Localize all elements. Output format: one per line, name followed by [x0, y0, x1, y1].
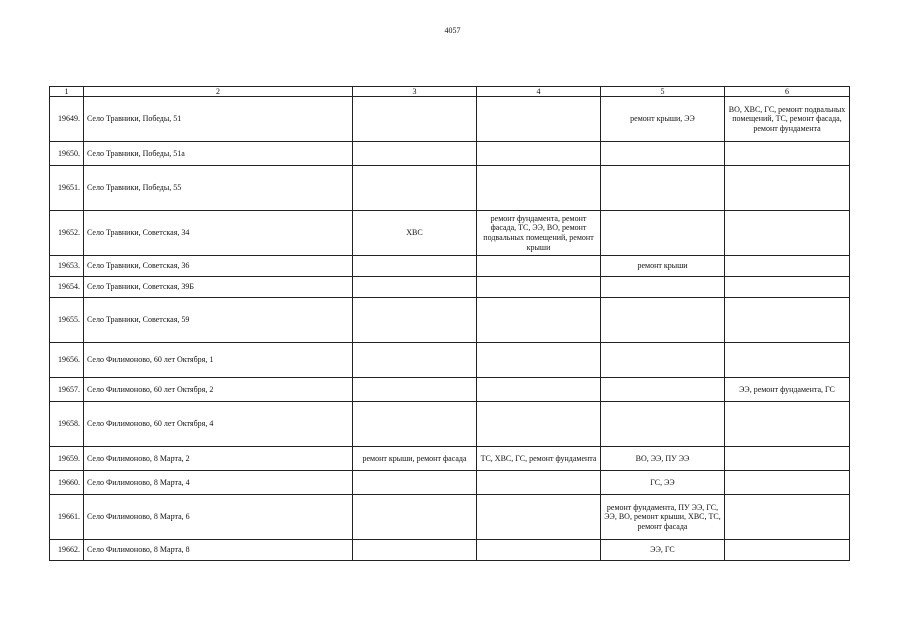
- column-5-cell: ремонт крыши, ЭЭ: [601, 97, 725, 142]
- column-5-cell: ЭЭ, ГС: [601, 540, 725, 561]
- header-cell-5: 5: [601, 87, 725, 97]
- column-6-cell: [725, 277, 850, 298]
- table-row: [50, 166, 850, 211]
- column-3-cell: ремонт крыши, ремонт фасада: [353, 447, 477, 471]
- address-cell: Село Филимоново, 8 Марта, 4: [84, 471, 353, 495]
- column-3-cell: [353, 378, 477, 402]
- table-row: [50, 447, 850, 471]
- column-4-cell: [477, 142, 601, 166]
- column-3-cell: [353, 495, 477, 540]
- column-5-cell: [601, 142, 725, 166]
- column-3-cell: ХВС: [353, 211, 477, 256]
- address-cell: Село Филимоново, 60 лет Октября, 2: [84, 378, 353, 402]
- row-number: 19654.: [50, 277, 84, 298]
- column-6-cell: ВО, ХВС, ГС, ремонт подвальных помещений, ТС, ремонт фасада, ремонт фундамента: [725, 97, 850, 142]
- column-3-cell: [353, 402, 477, 447]
- table-row: [50, 142, 850, 166]
- column-4-cell: ремонт фундамента, ремонт фасада, ТС, ЭЭ, ВО, ремонт подвальных помещений, ремонт крыши: [477, 211, 601, 256]
- column-6-cell: [725, 211, 850, 256]
- column-6-cell: ЭЭ, ремонт фундамента, ГС: [725, 378, 850, 402]
- column-5-cell: [601, 166, 725, 211]
- table-row: [50, 277, 850, 298]
- table-row: [50, 343, 850, 378]
- registry-table: [49, 86, 850, 561]
- column-4-cell: [477, 343, 601, 378]
- address-cell: Село Филимоново, 60 лет Октября, 4: [84, 402, 353, 447]
- table-row: [50, 211, 850, 256]
- row-number: 19662.: [50, 540, 84, 561]
- table-row: [50, 471, 850, 495]
- column-6-cell: [725, 142, 850, 166]
- column-4-cell: [477, 277, 601, 298]
- table-row: [50, 97, 850, 142]
- header-cell-3: 3: [353, 87, 477, 97]
- column-5-cell: [601, 402, 725, 447]
- row-number: 19660.: [50, 471, 84, 495]
- page-number: 4057: [444, 26, 461, 35]
- column-5-cell: [601, 343, 725, 378]
- column-5-cell: ремонт крыши: [601, 256, 725, 277]
- column-5-cell: [601, 378, 725, 402]
- table-row: [50, 402, 850, 447]
- address-cell: Село Филимоново, 8 Марта, 6: [84, 495, 353, 540]
- column-4-cell: [477, 97, 601, 142]
- address-cell: Село Филимоново, 8 Марта, 8: [84, 540, 353, 561]
- column-4-cell: [477, 166, 601, 211]
- column-4-cell: [477, 298, 601, 343]
- table-row: [50, 378, 850, 402]
- column-3-cell: [353, 277, 477, 298]
- column-6-cell: [725, 495, 850, 540]
- column-3-cell: [353, 540, 477, 561]
- column-4-cell: [477, 256, 601, 277]
- column-4-cell: [477, 495, 601, 540]
- address-cell: Село Травники, Победы, 51: [84, 97, 353, 142]
- address-cell: Село Травники, Победы, 55: [84, 166, 353, 211]
- column-5-cell: ВО, ЭЭ, ПУ ЭЭ: [601, 447, 725, 471]
- row-number: 19649.: [50, 97, 84, 142]
- column-6-cell: [725, 402, 850, 447]
- column-3-cell: [353, 256, 477, 277]
- address-cell: Село Филимоново, 60 лет Октября, 1: [84, 343, 353, 378]
- column-3-cell: [353, 142, 477, 166]
- header-cell-2: 2: [84, 87, 353, 97]
- row-number: 19655.: [50, 298, 84, 343]
- header-cell-1: 1: [50, 87, 84, 97]
- address-cell: Село Травники, Советская, 34: [84, 211, 353, 256]
- column-5-cell: [601, 298, 725, 343]
- column-5-cell: ГС, ЭЭ: [601, 471, 725, 495]
- column-5-cell: [601, 277, 725, 298]
- column-5-cell: ремонт фундамента, ПУ ЭЭ, ГС, ЭЭ, ВО, ремонт крыши, ХВС, ТС, ремонт фасада: [601, 495, 725, 540]
- header-cell-4: 4: [477, 87, 601, 97]
- row-number: 19651.: [50, 166, 84, 211]
- column-3-cell: [353, 343, 477, 378]
- row-number: 19661.: [50, 495, 84, 540]
- row-number: 19656.: [50, 343, 84, 378]
- row-number: 19650.: [50, 142, 84, 166]
- table-row: [50, 256, 850, 277]
- address-cell: Село Травники, Советская, 59: [84, 298, 353, 343]
- table-row: [50, 298, 850, 343]
- column-6-cell: [725, 471, 850, 495]
- column-4-cell: [477, 402, 601, 447]
- column-3-cell: [353, 298, 477, 343]
- column-6-cell: [725, 447, 850, 471]
- column-3-cell: [353, 471, 477, 495]
- column-4-cell: ТС, ХВС, ГС, ремонт фундамента: [477, 447, 601, 471]
- row-number: 19652.: [50, 211, 84, 256]
- address-cell: Село Травники, Советская, 36: [84, 256, 353, 277]
- header-row: [50, 87, 850, 97]
- column-3-cell: [353, 166, 477, 211]
- address-cell: Село Травники, Советская, 39Б: [84, 277, 353, 298]
- column-6-cell: [725, 540, 850, 561]
- column-6-cell: [725, 298, 850, 343]
- row-number: 19659.: [50, 447, 84, 471]
- address-cell: Село Травники, Победы, 51а: [84, 142, 353, 166]
- header-cell-6: 6: [725, 87, 850, 97]
- table-row: [50, 540, 850, 561]
- address-cell: Село Филимоново, 8 Марта, 2: [84, 447, 353, 471]
- row-number: 19653.: [50, 256, 84, 277]
- column-6-cell: [725, 166, 850, 211]
- column-3-cell: [353, 97, 477, 142]
- row-number: 19658.: [50, 402, 84, 447]
- column-4-cell: [477, 378, 601, 402]
- column-4-cell: [477, 471, 601, 495]
- column-5-cell: [601, 211, 725, 256]
- table-row: [50, 495, 850, 540]
- row-number: 19657.: [50, 378, 84, 402]
- column-6-cell: [725, 343, 850, 378]
- column-4-cell: [477, 540, 601, 561]
- column-6-cell: [725, 256, 850, 277]
